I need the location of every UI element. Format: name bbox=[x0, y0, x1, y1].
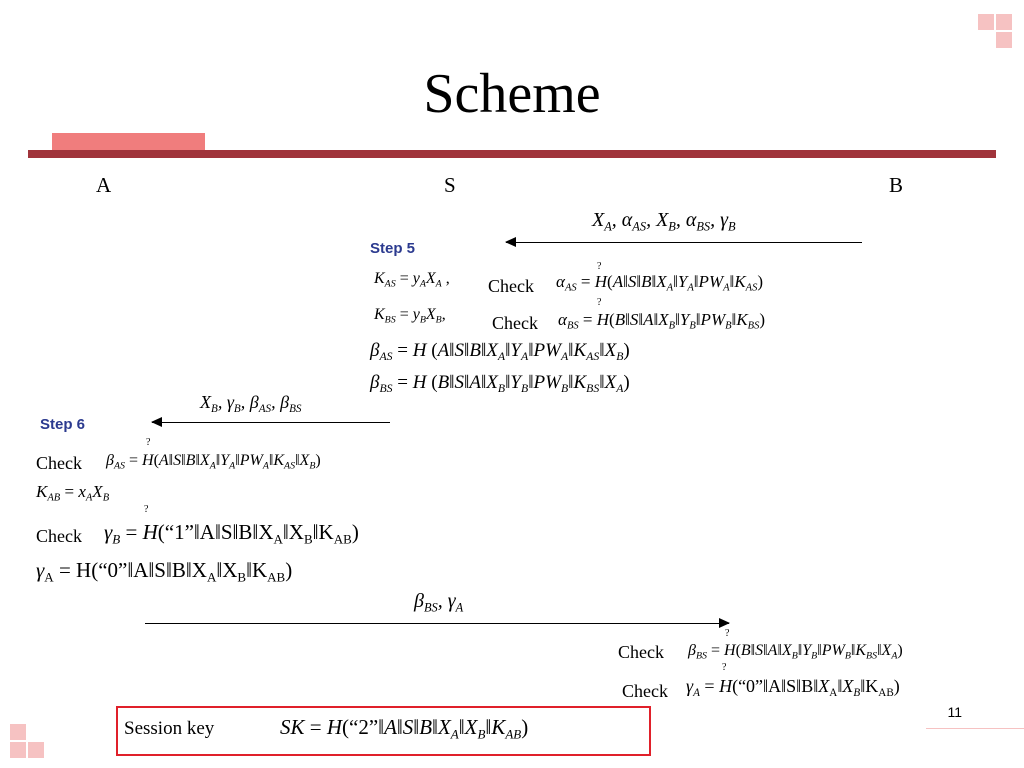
title-accent-bar bbox=[52, 133, 205, 150]
step6-message: $X_B$, $\gamma_B$, $\beta_{AS}$, $\beta_{BS}$ bbox=[200, 392, 302, 415]
step6-gamma-a: $\gamma_A$ = $H(“0”‖A‖S‖B‖X_A‖X_B‖K_{AB})$ bbox=[36, 558, 293, 585]
question-mark: ? bbox=[597, 297, 602, 308]
session-key-formula: SK = $H(“2”‖A‖S‖B‖X_A‖X_B‖K_{AB})$ bbox=[280, 715, 529, 742]
step5-message: $X_A$, $\alpha_{AS}$, $X_B$, $\alpha_{BS}$, $\gamma_B$ bbox=[592, 209, 736, 234]
step6-arrow-s-to-a bbox=[152, 422, 390, 423]
step5-key-as: $K_{AS} = y_AX_A$ , bbox=[374, 270, 450, 290]
step6-key-ab: $K_{AB} = x_AX_B$ bbox=[36, 482, 110, 504]
step7-arrow-a-to-b bbox=[145, 623, 729, 624]
step7-check-word-1: Check bbox=[618, 642, 664, 662]
corner-square-decoration bbox=[28, 742, 44, 758]
question-mark: ? bbox=[144, 504, 149, 515]
step7-check-beta-bs: $\beta_{BS}$ = $H(B‖S‖A‖X_B‖Y_B‖PW_B‖K_{BS}‖X_A)$ bbox=[688, 642, 903, 662]
step6-check-word-1: Check bbox=[36, 453, 82, 473]
party-b-label: B bbox=[889, 173, 904, 197]
step5-key-bs: $K_{BS} = y_BX_B$, bbox=[374, 306, 446, 326]
step5-beta-as: $\beta_{AS} = H$ $(A‖S‖B‖X_A‖Y_A‖PW_A‖K_{AS}‖X_B)$ bbox=[370, 340, 630, 364]
party-a-label: A bbox=[96, 173, 112, 197]
corner-square-decoration bbox=[10, 724, 26, 740]
step7-message: $\beta_{BS}$, $\gamma_A$ bbox=[414, 590, 464, 615]
corner-square-decoration bbox=[978, 14, 994, 30]
step5-check-word-1: Check bbox=[488, 276, 534, 296]
step5-check-alpha-as: $\alpha_{AS}$ = $H(A‖S‖B‖X_A‖Y_A‖PW_A‖K_{AS})$ bbox=[556, 272, 764, 294]
step6-check-word-2: Check bbox=[36, 526, 82, 546]
step5-label: Step 5 bbox=[370, 240, 416, 257]
question-mark: ? bbox=[146, 437, 151, 448]
step7-check-gamma-a: $\gamma_A$ = $H(“0”‖A‖S‖B‖X_A‖X_B‖K_{AB})$ bbox=[686, 676, 900, 699]
footer-line bbox=[926, 728, 1024, 729]
question-mark: ? bbox=[722, 662, 727, 673]
question-mark: ? bbox=[725, 628, 730, 639]
step7-check-word-2: Check bbox=[622, 681, 668, 701]
step5-beta-bs: $\beta_{BS} = H$ $(B‖S‖A‖X_B‖Y_B‖PW_B‖K_{BS}‖X_A)$ bbox=[370, 372, 630, 396]
question-mark: ? bbox=[597, 261, 602, 272]
corner-square-decoration bbox=[996, 14, 1012, 30]
step5-check-alpha-bs: $\alpha_{BS}$ = $H(B‖S‖A‖X_B‖Y_B‖PW_B‖K_{BS})$ bbox=[558, 310, 766, 332]
step6-check-gamma-b: $\gamma_B$ = $H(“1”‖A‖S‖B‖X_A‖X_B‖K_{AB})$ bbox=[104, 520, 359, 547]
session-key-label: Session key bbox=[124, 718, 215, 739]
page-number: 11 bbox=[947, 704, 962, 720]
corner-square-decoration bbox=[996, 32, 1012, 48]
party-s-label: S bbox=[444, 173, 456, 197]
step6-check-beta-as: $\beta_{AS}$ = $H(A‖S‖B‖X_A‖Y_A‖PW_A‖K_{AS}‖X_B)$ bbox=[106, 452, 321, 472]
step6-label: Step 6 bbox=[40, 416, 86, 433]
slide-title: Scheme bbox=[423, 63, 601, 125]
title-underline-bar bbox=[28, 150, 996, 158]
step5-arrow-b-to-s bbox=[506, 242, 862, 243]
corner-square-decoration bbox=[10, 742, 26, 758]
step5-check-word-2: Check bbox=[492, 313, 538, 333]
